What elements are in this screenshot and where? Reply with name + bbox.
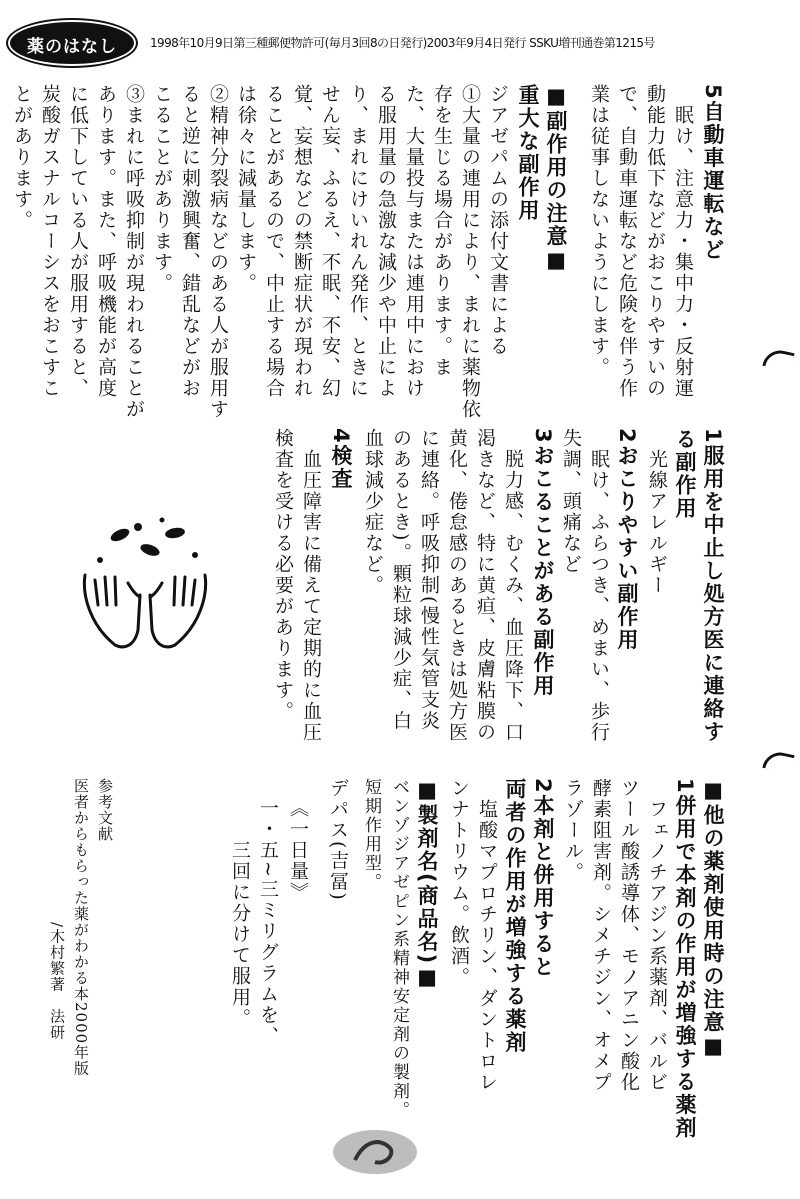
- body-text: あります。また、呼吸機能が高度: [95, 84, 117, 399]
- body-text: 光線アレルギー: [646, 428, 668, 596]
- references-label: 参考文献: [96, 778, 114, 842]
- daily-dose-label: 《一日量》: [287, 798, 309, 903]
- body-text: た、大量投与または連用中におけ: [403, 84, 425, 399]
- serious-side-effects-heading: 重大な副作用: [516, 84, 540, 222]
- body-text: に低下している人が服用すると、: [67, 84, 89, 399]
- combination-heading: 2本剤と併用すると: [531, 778, 555, 979]
- common-side-effects-heading: 2おこりやすい副作用: [615, 428, 639, 652]
- body-text: 渇きなど、特に黄疸、皮膚粘膜の: [474, 428, 496, 743]
- body-text: 覚、妄想などの禁断症状が現われ: [291, 84, 313, 399]
- reference-title: 医者からもらった薬がわかる本2000年版: [72, 778, 90, 1077]
- body-text: 黄化、倦怠感のあるときは処方医: [446, 428, 468, 743]
- examination-heading: 4検査: [329, 428, 353, 491]
- body-text: ②精神分裂病などのある人が服用す: [207, 84, 229, 420]
- body-text: る服用量の急激な減少や中止によ: [375, 84, 397, 399]
- body-text: 血圧障害に備えて定期的に血圧: [300, 428, 322, 743]
- product-name: デパス(吉冨): [327, 778, 349, 902]
- body-text: で、自動車運転など危険を伴う作: [616, 84, 638, 399]
- body-text: ることがあるので、中止する場合: [263, 84, 285, 399]
- body-text: 血球減少症など。: [362, 428, 384, 596]
- body-text: 炭酸ガスナルコーシスをおこすこ: [39, 84, 61, 399]
- possible-side-effects-heading: 3おこることがある副作用: [531, 428, 555, 698]
- body-text: 脱力感、むくみ、血圧降下、口: [502, 428, 524, 743]
- body-text: 眠け、注意力・集中力・反射運: [672, 84, 694, 399]
- body-text: に連絡。呼吸抑制(慢性気管支炎: [418, 428, 440, 732]
- body-text: 業は従事しないようにします。: [588, 84, 610, 378]
- body-text: は徐々に減量します。: [235, 84, 257, 294]
- section-5-heading: 5自動車運転など: [701, 84, 725, 262]
- body-text: せん妄、ふるえ、不眠、不安、幻: [319, 84, 341, 399]
- body-text: 短期作用型。: [361, 778, 381, 892]
- corner-mark: [762, 749, 794, 774]
- body-text: ると逆に刺激興奮、錯乱などがお: [179, 84, 201, 399]
- body-text: 動能力低下などがおこりやすいの: [644, 84, 666, 399]
- body-text: り、まれにけいれん発作、ときに: [347, 84, 369, 399]
- enhancing-drugs-heading: 1併用で本剤の作用が増強する薬剤: [673, 778, 697, 1140]
- body-text: ①大量の連用により、まれに薬物依: [459, 84, 481, 420]
- badge-title: 薬のはなし: [27, 37, 117, 57]
- body-text: とがあります。: [11, 84, 33, 231]
- body-text: 眠け、ふらつき、めまい、歩行: [588, 428, 610, 743]
- body-text: ③まれに呼吸抑制が現われることが: [123, 84, 145, 420]
- body-text: こることがあります。: [151, 84, 173, 294]
- body-text: フェノチアジン系薬剤、バルビ: [646, 778, 668, 1093]
- corner-mark: [762, 347, 794, 372]
- body-text: のあるとき)。顆粒球減少症、白: [390, 428, 412, 732]
- body-text: 酵素阻害剤。シメチジン、オメプ: [590, 778, 612, 1093]
- header-badge: [8, 20, 136, 66]
- reference-author: /木村繁著 法研: [48, 778, 66, 1041]
- body-text: 検査を受ける必要があります。: [272, 428, 294, 722]
- side-effect-section-heading: ■副作用の注意■: [544, 84, 568, 274]
- stop-and-contact-heading-cont: る副作用: [673, 428, 697, 520]
- body-text: 失調、頭痛など: [560, 428, 582, 575]
- stop-and-contact-heading: 1服用を中止し処方医に連絡す: [701, 428, 725, 744]
- publication-info: 1998年10月9日第三種郵便物許可(毎月3回8の日発行)2003年9月4日発行 SSKU増刊通巻第1215号: [150, 36, 655, 50]
- body-text: ジアゼパムの添付文書による: [487, 84, 509, 357]
- body-text: 存を生じる場合があります。ま: [431, 84, 453, 378]
- body-text: 塩酸マプロチリン、ダントロレ: [476, 778, 498, 1093]
- drug-interaction-heading: ■他の薬剤使用時の注意■: [701, 778, 725, 1060]
- dose-text: 一・五~三ミリグラムを、: [257, 798, 279, 1047]
- body-text: ラゾール。: [562, 778, 584, 883]
- body-text: ツール酸誘導体、モノアニン酸化: [618, 778, 640, 1093]
- body-text: ベンゾジアゼピン系精神安定剤の製剤。: [389, 778, 409, 1120]
- mutual-enhance-heading: 両者の作用が増強する薬剤: [503, 778, 527, 1054]
- dose-text: 三回に分けて服用。: [229, 798, 251, 1029]
- hands-pills-illustration: [70, 505, 220, 655]
- product-name-heading: ■製剤名(商品名)■: [415, 778, 439, 992]
- page-number-mark: [320, 1120, 430, 1180]
- body-text: ンナトリウム。飲酒。: [448, 778, 470, 988]
